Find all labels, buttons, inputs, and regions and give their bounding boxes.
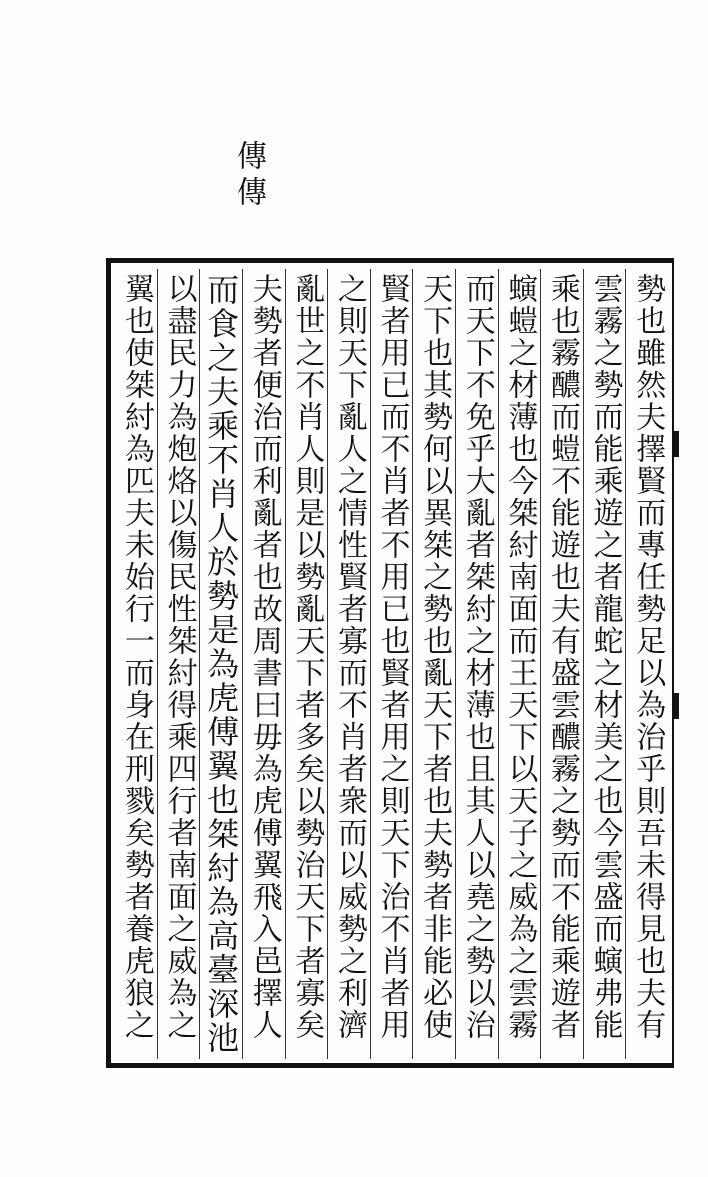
margin-title: 傳傳 (231, 140, 266, 212)
text-column: 天下也其勢何以異桀之勢也亂天下者也夫勢者非能必使 (412, 269, 455, 1059)
text-column: 乘也霧醲而螘不能遊也夫有盛雲醲霧之勢而不能乘遊者 (540, 269, 583, 1059)
text-column: 翼也使桀紂為匹夫未始行一而身在刑戮矣勢者養虎狼之 (118, 273, 154, 1041)
text-column: 賢者用已而不肖者不用已也賢者用之則天下治不肖者用 (370, 269, 413, 1059)
text-column: 勢也雖然夫擇賢而專任勢足以為治乎則吾未得見也夫有 (625, 269, 668, 1059)
text-column: 雲霧之勢而能乘遊之者龍蛇之材美之也今雲盛而螾弗能 (583, 269, 626, 1059)
text-columns (115, 269, 668, 1059)
text-column: 而食之夫乘不肖人於勢是為虎傅翼也桀紂為高臺深池 (199, 269, 242, 1059)
text-column: 螾螘之材薄也今桀紂南面而王天下以天子之威為之雲霧 (498, 269, 541, 1059)
frame-mark (673, 431, 679, 457)
text-column: 夫勢者便治而利亂者也故周書曰毋為虎傅翼飛入邑擇人 (242, 269, 285, 1059)
frame-mark (673, 693, 679, 719)
text-column: 之則天下亂人之情性賢者寡而不肖者衆而以威勢之利濟 (327, 269, 370, 1059)
text-column: 以盡民力為炮烙以傷民性桀紂得乘四行者南面之威為之 (157, 269, 200, 1059)
text-column: 亂世之不肖人則是以勢亂天下者多矣以勢治天下者寡矣 (285, 269, 328, 1059)
text-frame (106, 258, 674, 1068)
text-column: 而天下不免乎大亂者桀紂之材薄也且其人以堯之勢以治 (455, 269, 498, 1059)
